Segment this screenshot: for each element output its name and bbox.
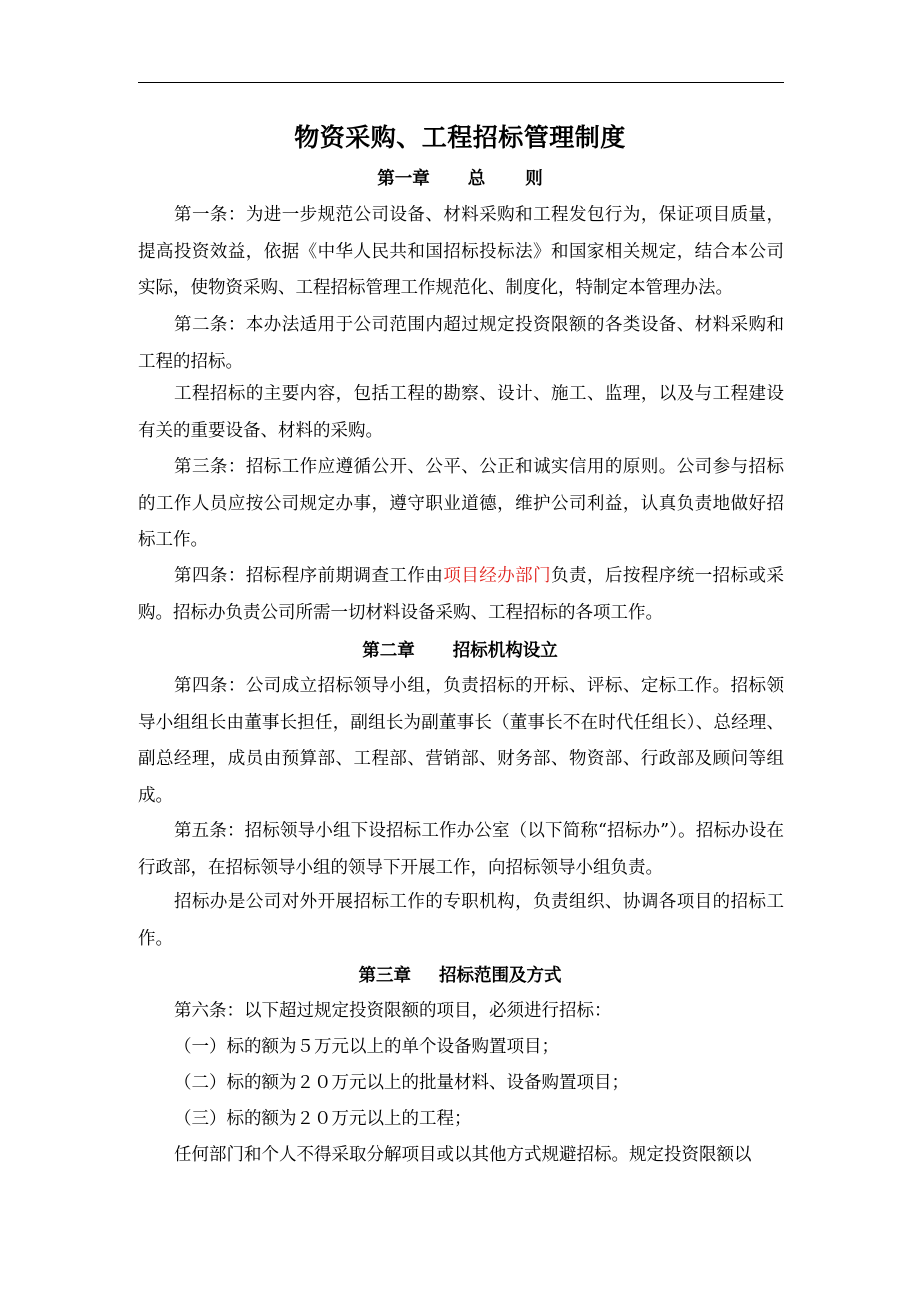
text-run: 负责，后按程序统一招标或采购。招标办负责公司所需一切材料设备采购、工程招标的各项工作。 <box>138 566 785 623</box>
paragraph-article-1: 第一条：为进一步规范公司设备、材料采购和工程发包行为，保证项目质量，提高投资效益，依据《中华人民共和国招标投标法》和国家相关规定，结合本公司实际，使物资采购、工程招标管理工作规范化、制度化，特制定本管理办法。 <box>138 205 784 298</box>
chapter-heading-1 <box>0 165 920 190</box>
chapter-number: 第二章 <box>362 641 415 661</box>
paragraph-article-2: 第二条：本办法适用于公司范围内超过规定投资限额的各类设备、材料采购和工程的招标。 <box>138 315 784 372</box>
chapter-heading-2 <box>0 637 920 662</box>
list-item-2: （二）标的额为２０万元以上的批量材料、设备购置项目； <box>174 1073 629 1093</box>
paragraph-no-splitting: 任何部门和个人不得采取分解项目或以其他方式规避招标。规定投资限额以 <box>174 1145 752 1165</box>
paragraph-article-4b: 第四条：公司成立招标领导小组，负责招标的开标、评标、定标工作。招标领导小组组长由董事长担任，副组长为副董事长（董事长不在时代任组长）、总经理、副总经理，成员由预算部、工程部、营销部、财务部、物资部、行政部及顾问等组成。 <box>138 676 784 806</box>
paragraph-bidding-content: 工程招标的主要内容，包括工程的勘察、设计、施工、监理，以及与工程建设有关的重要设备、材料的采购。 <box>138 384 784 441</box>
text-run: 第四条：招标程序前期调查工作由 <box>174 566 444 586</box>
chapter-name-part: 总 <box>467 169 486 189</box>
highlighted-text: 项目经办部门 <box>443 566 552 586</box>
list-item-3: （三）标的额为２０万元以上的工程； <box>174 1109 472 1129</box>
paragraph-article-6: 第六条：以下超过规定投资限额的项目，必须进行招标： <box>174 1001 612 1021</box>
chapter-name-part: 则 <box>525 169 543 189</box>
chapter-name: 招标范围及方式 <box>439 966 562 986</box>
chapter-number: 第一章 <box>377 169 430 189</box>
paragraph-bidding-office: 招标办是公司对外开展招标工作的专职机构，负责组织、协调各项目的招标工作。 <box>138 892 784 949</box>
paragraph-article-5: 第五条：招标领导小组下设招标工作办公室（以下简称“招标办”）。招标办设在行政部，在招标领导小组的领导下开展工作，向招标领导小组负责。 <box>138 821 784 878</box>
list-item-1: （一）标的额为５万元以上的单个设备购置项目； <box>174 1037 559 1057</box>
chapter-name: 招标机构设立 <box>452 641 558 661</box>
paragraph-article-3: 第三条：招标工作应遵循公开、公平、公正和诚实信用的原则。公司参与招标的工作人员应按公司规定办事，遵守职业道德，维护公司利益，认真负责地做好招标工作。 <box>138 457 784 550</box>
chapter-number: 第三章 <box>358 966 411 986</box>
chapter-heading-3 <box>0 962 920 987</box>
document-title: 物资采购、工程招标管理制度 <box>294 123 626 152</box>
paragraph-article-4 <box>138 558 784 631</box>
header-rule <box>138 82 784 83</box>
